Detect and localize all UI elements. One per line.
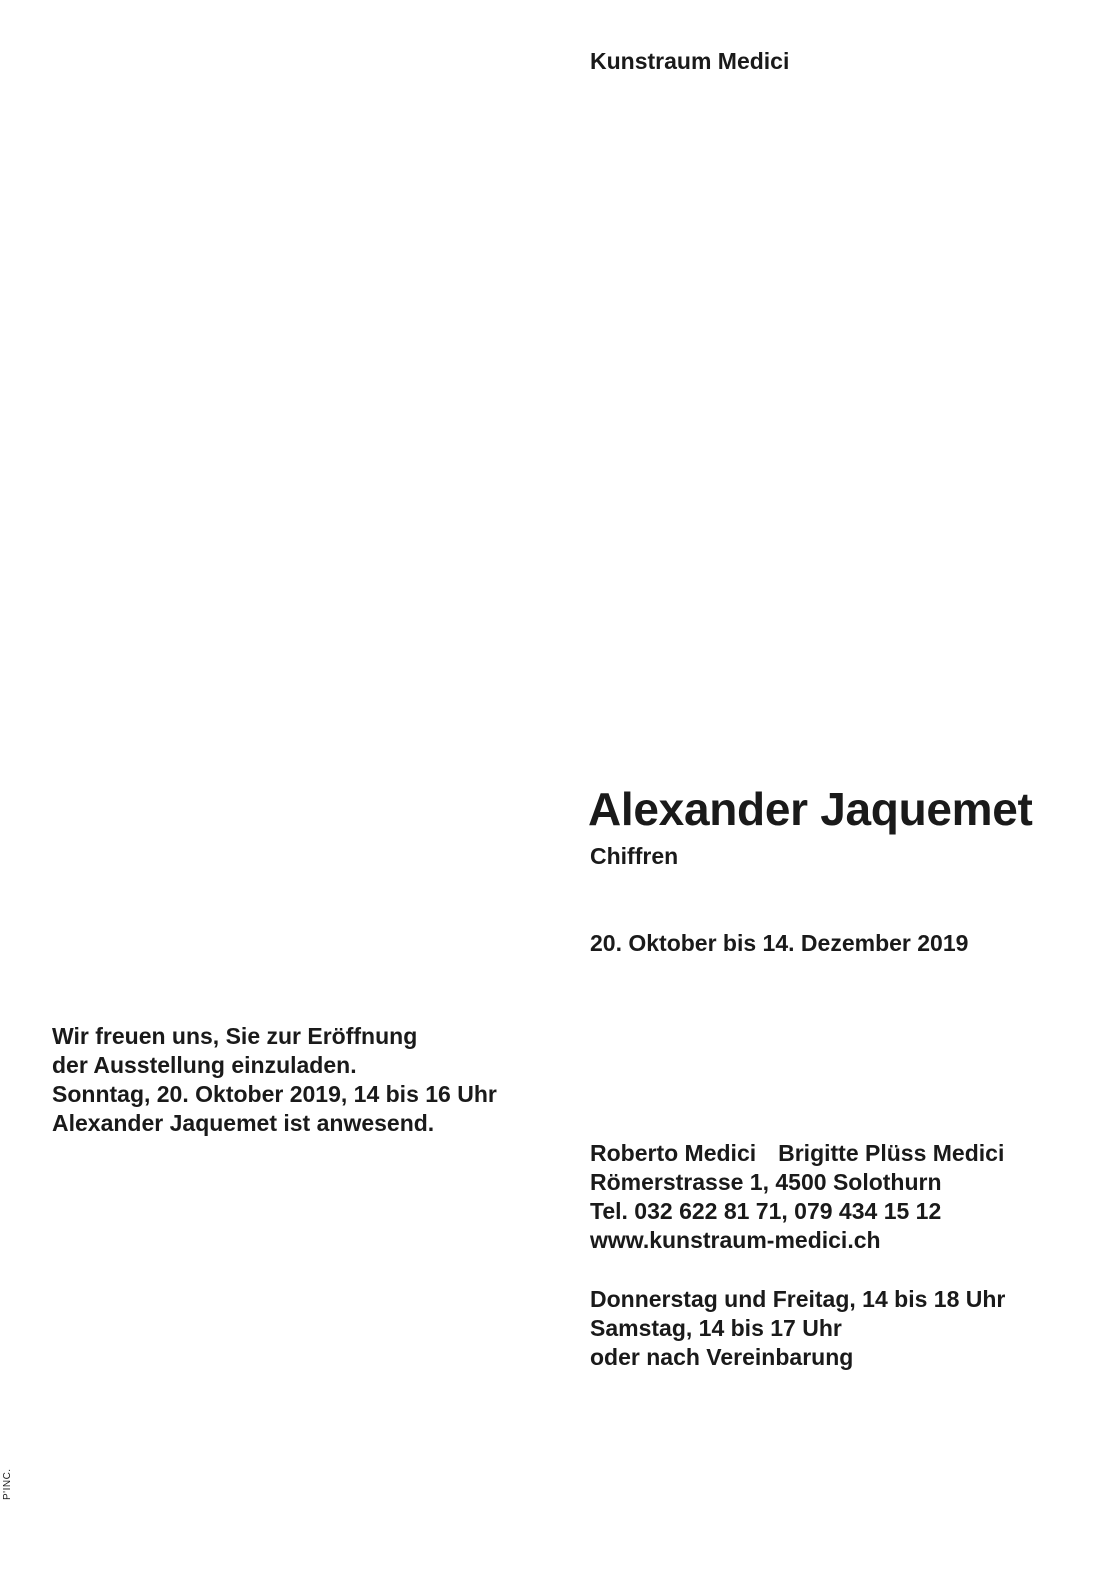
invitation-line: Sonntag, 20. Oktober 2019, 14 bis 16 Uhr [52, 1081, 497, 1107]
contact-name: Brigitte Plüss Medici [778, 1140, 1005, 1166]
hours-line: Samstag, 14 bis 17 Uhr [590, 1315, 842, 1341]
contact-names [590, 1139, 1004, 1168]
artist-name: Alexander Jaquemet [588, 783, 1033, 835]
invitation-line: der Ausstellung einzuladen. [52, 1052, 357, 1078]
exhibition-title: Chiffren [590, 843, 679, 869]
hours-line: oder nach Vereinbarung [590, 1344, 854, 1370]
contact-address: Römerstrasse 1, 4500 Solothurn [590, 1169, 942, 1195]
hours-line: Donnerstag und Freitag, 14 bis 18 Uhr [590, 1286, 1006, 1312]
invitation-line: Alexander Jaquemet ist anwesend. [52, 1110, 435, 1136]
contact-phone: Tel. 032 622 81 71, 079 434 15 12 [590, 1198, 942, 1224]
designer-credit: P'INC. [2, 1468, 13, 1500]
contact-name: Roberto Medici [590, 1140, 757, 1166]
invitation-line: Wir freuen uns, Sie zur Eröffnung [52, 1023, 418, 1049]
contact-website[interactable]: www.kunstraum-medici.ch [590, 1227, 881, 1253]
gallery-name: Kunstraum Medici [590, 48, 790, 74]
invitation-text [52, 1022, 552, 1138]
opening-hours [590, 1285, 1005, 1372]
exhibition-dates: 20. Oktober bis 14. Dezember 2019 [590, 930, 969, 956]
contact-block [590, 1139, 1004, 1255]
